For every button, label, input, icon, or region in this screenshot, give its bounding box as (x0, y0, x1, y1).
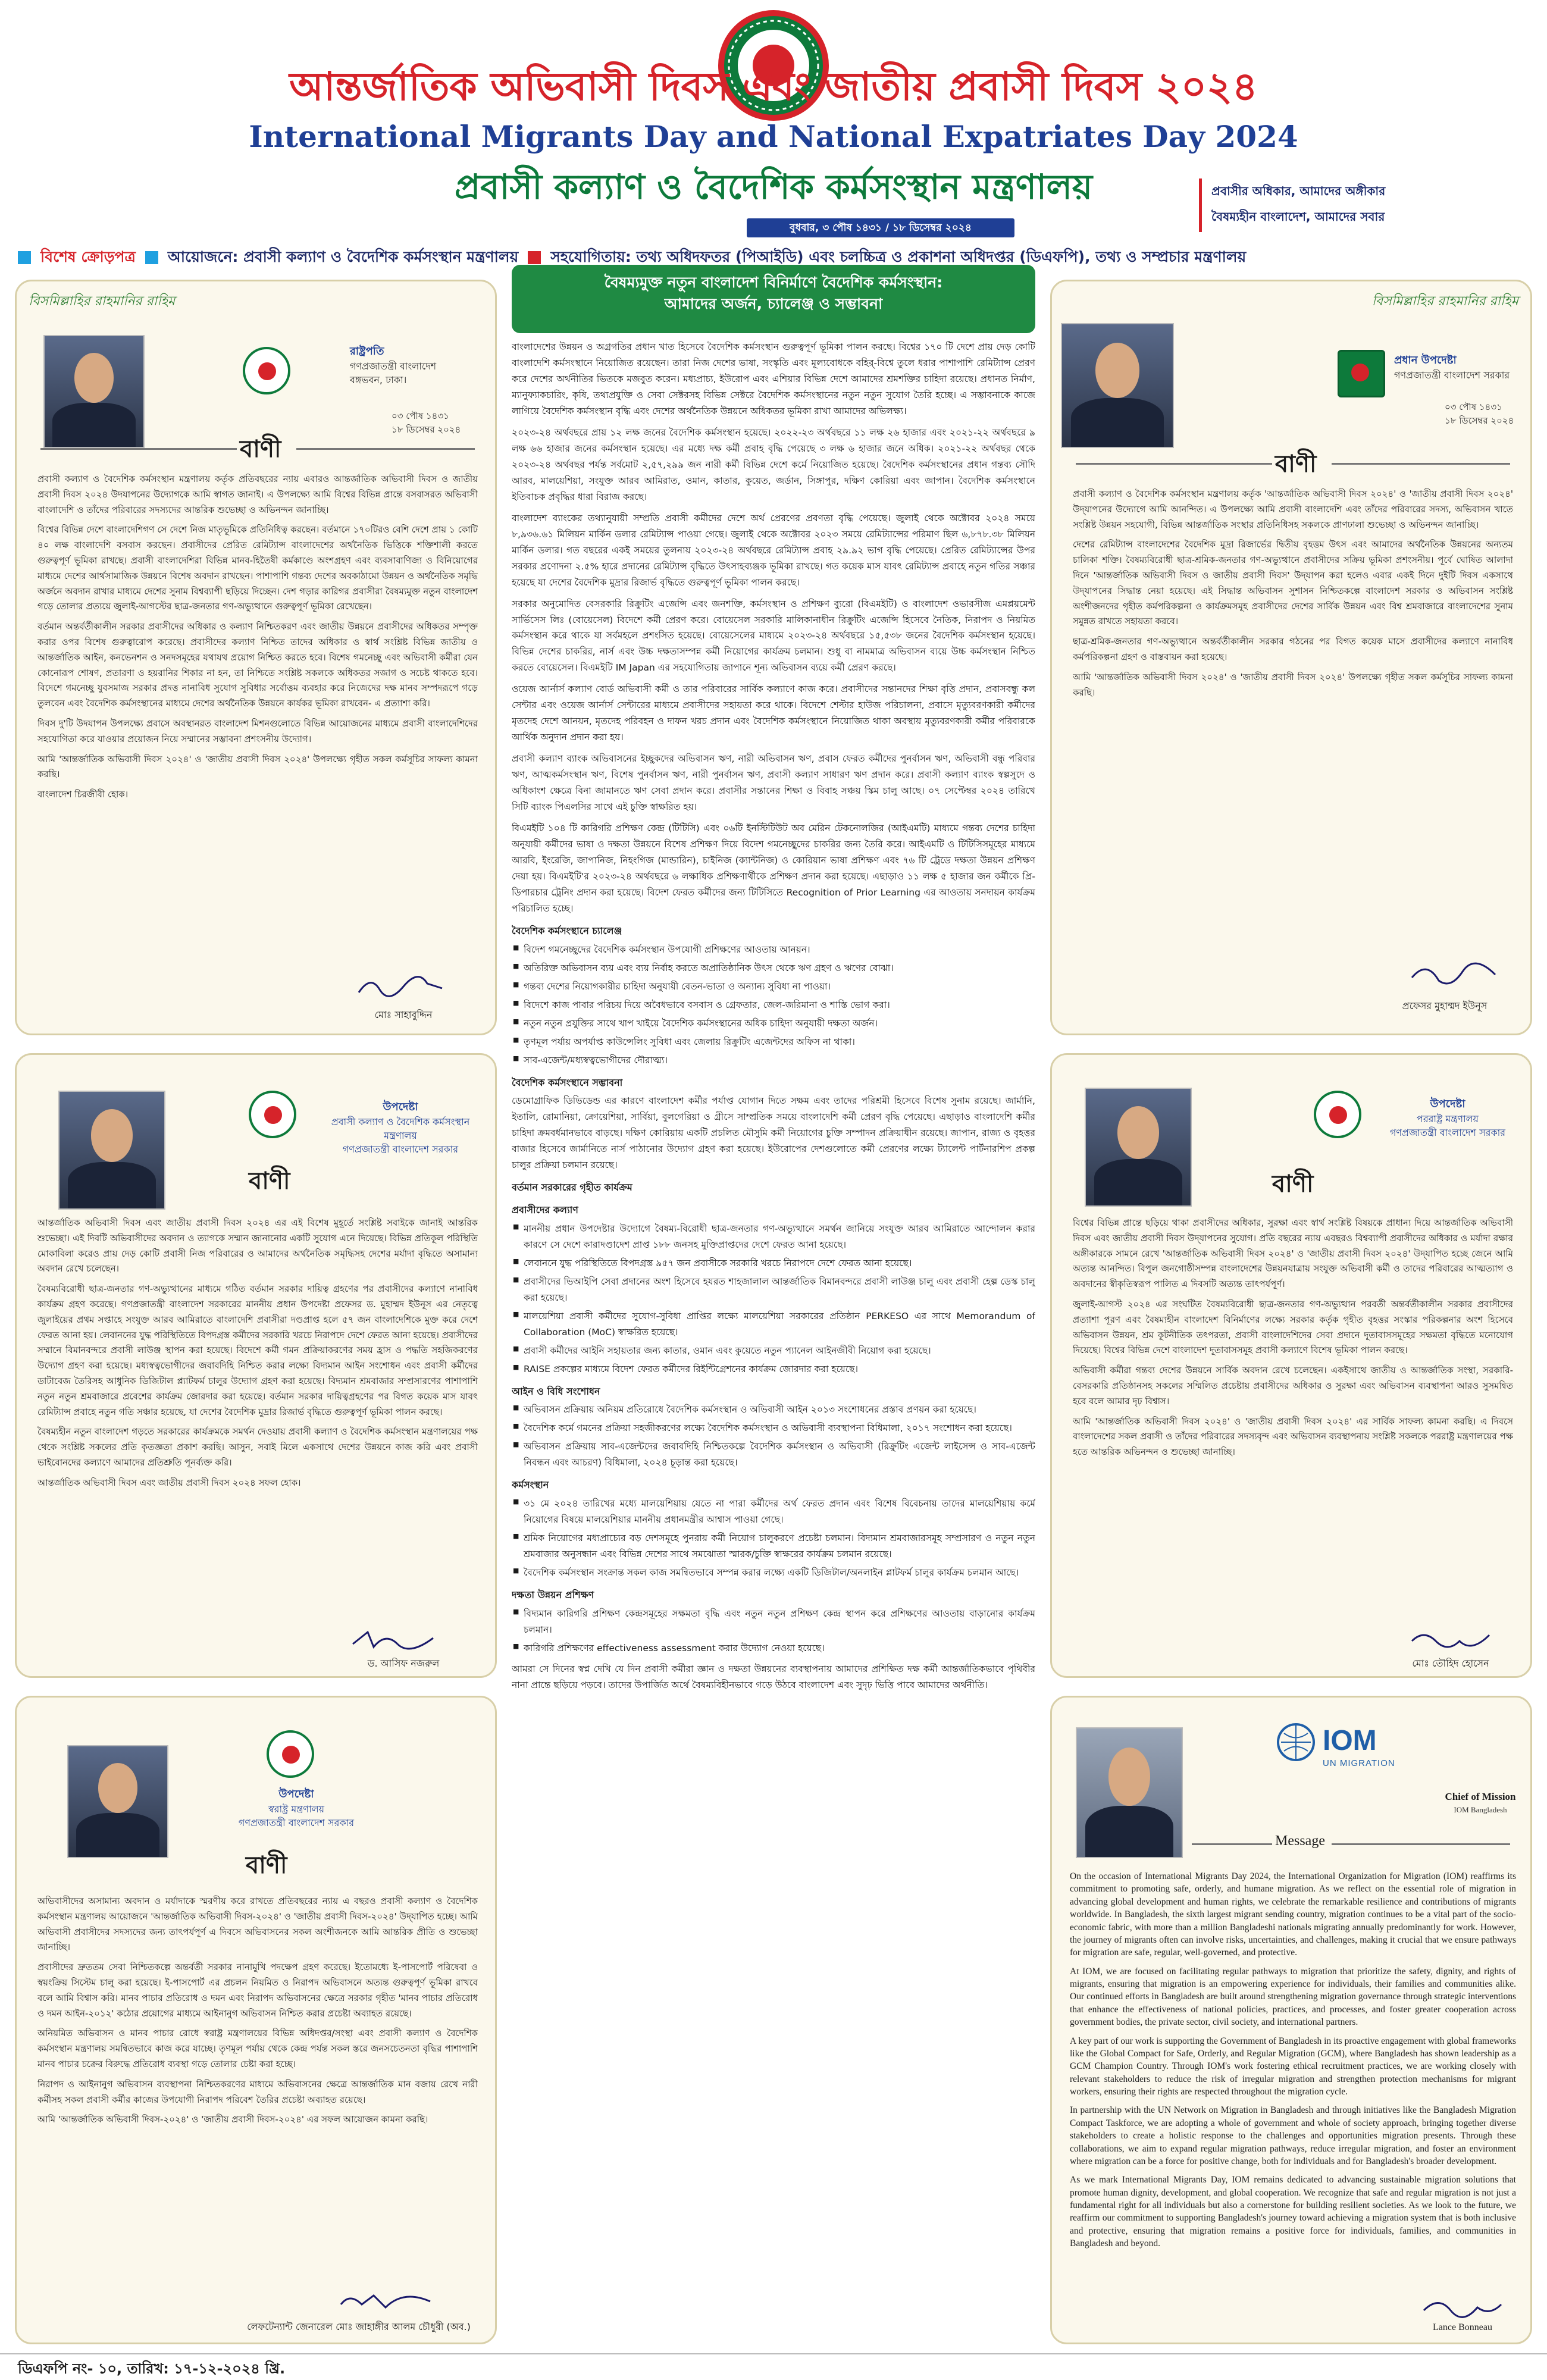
paragraph: In partnership with the UN Network on Migration in Bangladesh and through initiatives like the Bangladesh Migration Compact Taskforce, we are adopting a whole of government and whole of society approach, bringing together diverse stakeholders to create a holistic response to the challenges and opportunities migration presents. Through these collaborations, we aim to expand regular migration pathways, reduce irregular migration, and foster an environment where migration can be a force for positive change, both for individuals and for Bangladesh's broader development. (1070, 2105, 1516, 2166)
bismillah-calligraphy: বিসমিল্লাহির রাহমানির রাহিম (1371, 294, 1518, 309)
list-item: ■ তৃণমূল পর্যায় অপর্যাপ্ত কাউন্সেলিং সুবিধা এবং জেলায় রিক্রুটিং এজেন্টদের অফিস না থাকা। (512, 1034, 1035, 1050)
motto-line-2: বৈষম্যহীন বাংলাদেশ, আমাদের সবার (1211, 209, 1385, 224)
chief-adviser-role (1394, 353, 1510, 382)
government-seal-icon (1314, 1091, 1361, 1138)
signer-name: মোঃ সাহাবুদ্দিন (374, 1009, 433, 1020)
signature (1409, 960, 1498, 995)
list-item: ■ কারিগরি প্রশিক্ষণের effectiveness assessment করার উদ্যোগ নেওয়া হয়েছে। (512, 1640, 1035, 1656)
paragraph: বাংলাদেশ ব্যাংকের তথ্যানুযায়ী সম্প্রতি প্রবাসী কর্মীদের দেশে অর্থ প্রেরণের প্রবণতা বৃদ্ধি পেয়েছে। জুলাই থেকে অক্টোবর ২০২৪ সময়ে ৮,৯৩৬.৬১ মিলিয়ন মার্কিন ডলার রেমিট্যান্স পাওয়া গেছে। জুলাই থেকে অক্টোবর ২০২৩ সময়ে রেমিট্যান্সের পরিমাণ ছিল ৬,৮৭৮.৩৮ মিলিয়ন মার্কিন ডলার। গত বছরের একই সময়ের তুলনায় ২০২৩-২৪ অর্থবছরে রেমিট্যান্স প্রবাহ ২৯.৯২ ভাগ বৃদ্ধি পেয়েছে। প্রেরিত রেমিট্যান্সের উপর সরকার প্রণোদনা ২.৫% হারে প্রদানের রেমিট্যান্স বৃদ্ধিতে উৎসাহব্যঞ্জক ভূমিকা রাখছে। গত কয়েক মাস যাবৎ রেমিট্যান্স প্রবাহে নতুন গতির সঞ্চার হয়েছে যা দেশের বৈদেশিক মুদ্রার রিজার্ভ বৃদ্ধিতে গুরুত্বপূর্ণ ভূমিকা পালন করছে। (512, 512, 1035, 588)
list-item: ■ বিদেশে কাজ পাবার পরিচয় দিয়ে অবৈধভাবে বসবাস ও গ্রেফতার, জেল-জরিমানা ও শাস্তি ভোগ করা। (512, 997, 1035, 1013)
paragraph: আমি 'আন্তর্জাতিক অভিবাসী দিবস ২০২৪' ও 'জাতীয় প্রবাসী দিবস ২০২৪' উপলক্ষ্যে গৃহীত সকল কর্মসূচির সাফল্য কামনা করছি। (37, 753, 478, 780)
paragraph: নিরাপদ ও আইনানুগ অভিবাসন ব্যবস্থাপনা নিশ্চিতকরণের মাধ্যমে অভিবাসনের ক্ষেত্রে আন্তর্জাতিক মান বজায় রেখে নারী কর্মীসহ সকল প্রবাসী কর্মীর কাজের উপযোগী নিরাপদ পরিবেশ তৈরির প্রচেষ্টা অব্যাহত রয়েছে। (37, 2078, 478, 2105)
portrait-face (98, 1763, 137, 1813)
page-header (0, 0, 1547, 298)
paragraph: বিশ্বের বিভিন্ন প্রান্তে ছড়িয়ে থাকা প্রবাসীদের অধিকার, সুরক্ষা এবং স্বার্থ সংশ্লিষ্ট বিষয়কে প্রাধান্য দিয়ে আন্তর্জাতিক অভিবাসী দিবস এবং জাতীয় প্রবাসী দিবস উদ্‌যাপনের সুযোগ। প্রতি বছরের ন্যায় এবছরও বিশ্বব্যাপী প্রবাসীদের অধিকার ও মর্যাদা রক্ষার অঙ্গীকারকে সামনে রেখে 'আন্তর্জাতিক অভিবাসী দিবস ২০২৪' ও 'জাতীয় প্রবাসী দিবস ২০২৪' উদ্‌যাপিত হচ্ছে জেনে আমি অত্যন্ত আনন্দিত। বিপুল জনগোষ্ঠীসম্পন্ন বাংলাদেশের উন্নয়নযাত্রায় সংযুক্ত অভিবাসী কর্মী ও তাদের পরিবারের আত্মত্যাগ ও অবদানের স্বীকৃতিস্বরূপ পালিত এ দিবসটি অত্যন্ত তাৎপর্যপূর্ণ। (1073, 1217, 1513, 1290)
employment-list (512, 1496, 1035, 1581)
page-footer (0, 2353, 1547, 2380)
government-seal-icon (267, 1730, 314, 1778)
training-list (512, 1606, 1035, 1656)
list-item: ■ বৈদেশিক কর্মে গমনের প্রক্রিয়া সহজীকরণের লক্ষ্যে বৈদেশিক কর্মসংস্থান ও অভিবাসী ব্যবস্থাপনা বিধিমালা, ২০১৭ সংশোধন করা হয়েছে। (512, 1420, 1035, 1436)
list-item: ■ অভিবাসন প্রক্রিয়ায় সাব-এজেন্টদের জবাবদিহি নিশ্চিতকল্পে বৈদেশিক কর্মসংস্থান ও অভিবাসী (রিক্রুটিং এজেন্ট লাইসেন্স ও সাব-এজেন্ট নিবন্ধন এবং আচরণ) বিধিমালা, ২০২৪ চূড়ান্ত করা হয়েছে। (512, 1439, 1035, 1471)
section-heading: দক্ষতা উন্নয়ন প্রশিক্ষণ (512, 1589, 594, 1601)
paragraph: As we mark International Migrants Day, IOM remains dedicated to advancing sustainable migration solutions that promote human dignity, development, and global cooperation. We recognize that safe and regular migration is not just a fundamental right for all individuals but also a cornerstone for building resilient societies. As we look to the future, we reaffirm our commitment to supporting Bangladesh's journey toward achieving a migration system that is both inclusive and protective, ensuring that migration remains a positive force for individuals, families, and communities in Bangladesh and beyond. (1070, 2175, 1516, 2249)
adviser-message-body (1073, 1216, 1513, 1626)
role-sub-1: পররাষ্ট্র মন্ত্রণালয় (1416, 1113, 1479, 1125)
message-heading: Message (1275, 1833, 1325, 1849)
paragraph: বিশ্বের বিভিন্ন দেশে বাংলাদেশিগণ সে দেশে নিজ মাতৃভূমিকে প্রতিনিধিত্ব করছেন। বর্তমানে ১৭০টিরও বেশি দেশে প্রায় ১ কোটি ৪০ লক্ষ বাংলাদেশি বসবাস করছেন। প্রবাসীদের প্রেরিত রেমিট্যান্স বাংলাদেশের অর্থনৈতিক ভিত্তিকে শক্তিশালী করতে গুরুত্বপূর্ণ ভূমিকা রাখছে। প্রবাসী বাংলাদেশিরা বিভিন্ন মানব-হিতৈষী কর্মকাণ্ডে অংশগ্রহণ এবং ব্যবসাবাণিজ্য ও বিনিয়োগের মাধ্যমে দেশের আর্থসামাজিক উন্নয়নে বিশেষ অবদান রাখছেন। পাশাপাশি গন্তব্য দেশের অবকাঠামো উন্নয়ন ও অর্থনৈতিক সমৃদ্ধি অর্জনে অবদান রাখার মাধ্যমে দেশের সুনাম বিশ্বব্যাপী ছড়িয়ে দিচ্ছেন। দেশ গড়ার কারিগর প্রবাসীরা বৈষম্যমুক্ত নতুন বাংলাদেশ গড়ে তোলার প্রত্যয়ে জুলাই-আগস্টের ছাত্র-জনতার গণ-অভ্যুত্থানে গুরুত্বপূর্ণ ভূমিকা রেখেছেন। (37, 524, 478, 612)
portrait-suit (68, 1162, 156, 1208)
list-item: ■ শ্রমিক নিয়োগের মধ্যপ্রাচ্যের বড় দেশসমূহে পুনরায় কর্মী নিয়োগ চালুকরণে প্রচেষ্টা চলমান। বিদ্যমান শ্রমবাজারসমূহ সম্প্রসারণ ও নতুন নতুন শ্রমবাজার অনুসন্ধান এবং বিভিন্ন দেশের সাথে সমঝোতা স্মারক/চুক্তি স্বাক্ষরের কার্যক্রম চলমান রয়েছে। (512, 1530, 1035, 1562)
iom-wordmark: IOM (1323, 1725, 1377, 1756)
role-sub-2: গণপ্রজাতন্ত্রী বাংলাদেশ সরকার (342, 1144, 459, 1155)
portrait-suit (52, 403, 135, 447)
paragraph: ডেমোগ্রাফিক ডিভিডেন্ড এর কারণে বাংলাদেশ কর্মীর পর্যাপ্ত যোগান দিতে সক্ষম এবং তাদের পরিশ্রমী হিসেবে বিশেষ সুনাম রয়েছে। জার্মানি, ইতালি, রোমানিয়া, ক্রোয়েশিয়া, সার্বিয়া, বুলগেরিয়া ও গ্রীসে সাম্প্রতিক সময়ে বাংলাদেশি কর্মী প্রেরণ বৃদ্ধি পেয়েছে। এছাড়াও বাংলাদেশি কর্মীর চাহিদা ক্রমবর্ধমানভাবে বাড়ছে। দক্ষিণ কোরিয়ায় একটি প্রচলিত মৌসুমি কর্মী নিয়োগের চুক্তি সম্পাদন প্রক্রিয়াধীন রয়েছে। জাপান, রাজ্য ও বৃহত্তর বাজার হিসেবে জার্মানিতে নার্স পাঠানোর উদ্যোগ গ্রহণ করা হয়েছে। ইউরোপের দেশগুলোতে কর্মী প্রেরণের লক্ষ্যে ট্যালেন্ট পার্টনারশিপ প্রকল্প চালুর প্রক্রিয়া চলমান রয়েছে। (512, 1095, 1035, 1171)
iom-chief-photo (1076, 1727, 1183, 1858)
cooperation-label: সহযোগিতায়: তথ্য অধিদফতর (পিআইডি) এবং চলচ্চিত্র ও প্রকাশনা অধিদপ্তর (ডিএফপি), তথ্য ও সম্প্রচার মন্ত্রণালয় (550, 248, 1247, 265)
chief-adviser-message-body (1073, 487, 1513, 939)
list-item: ■ গন্তব্য দেশের নিয়োগকারীর চাহিদা অনুযায়ী বেতন-ভাতা ও অন্যান্য সুবিধা না পাওয়া। (512, 979, 1035, 995)
list-item: ■ বৈদেশিক কর্মসংস্থান সংক্রান্ত সকল কাজ সমন্বিতভাবে সম্পন্ন করার লক্ষ্যে একটি ডিজিটাল/অনলাইন প্লাটফর্ম চালুর কার্যক্রম চলমান আছে। (512, 1565, 1035, 1581)
adviser-home-affairs-message-card (15, 1696, 497, 2344)
list-item: ■ প্রবাসী কর্মীদের আইনি সহায়তার জন্য কাতার, ওমান এবং কুয়েতে নতুন প্যানেল আইনজীবী নিয়োগ করা হয়েছে। (512, 1343, 1035, 1359)
role-title: উপদেষ্টা (383, 1101, 418, 1113)
role-title: রাষ্ট্রপতি (350, 345, 384, 358)
portrait-face (74, 353, 114, 403)
iom-message-body (1070, 1870, 1516, 2287)
divider (1192, 1843, 1272, 1845)
iom-tagline: UN MIGRATION (1323, 1758, 1395, 1768)
paragraph: A key part of our work is supporting the Government of Bangladesh in its proactive engagement with global frameworks like the Global Compact for Safe, Orderly, and Regular Migration (GCM), where Bangladesh has shown leadership as a GCM Champion Country. Through IOM's work fostering ethical recruitment practices, we are working closely with relevant stakeholders to reduce the risk of irregular migration and strengthen protection mechanisms for migrant workers, ensuring their rights are respected throughout the migration cycle. (1070, 2035, 1516, 2097)
paragraph: আমি 'আন্তর্জাতিক অভিবাসী দিবস ২০২৪' ও 'জাতীয় প্রবাসী দিবস ২০২৪' উপলক্ষ্যে গৃহীত সকল কর্মসূচির সাফল্য কামনা করছি। (1073, 671, 1513, 698)
role-title: উপদেষ্টা (278, 1788, 314, 1800)
signature (338, 2287, 433, 2319)
role-title: উপদেষ্টা (1430, 1098, 1465, 1110)
list-item: ■ সাব-এজেন্ট/মধ্যস্বত্বভোগীদের দৌরাত্ম্য। (512, 1053, 1035, 1069)
section-heading: বৈদেশিক কর্মসংস্থানে সম্ভাবনা (512, 1076, 623, 1088)
paragraph: আন্তর্জাতিক অভিবাসী দিবস এবং জাতীয় প্রবাসী দিবস ২০২৪ এর এই বিশেষ মুহূর্তে সংশ্লিষ্ট সবাইকে জানাই আন্তরিক শুভেচ্ছা। এই দিবটি অভিবাসীদের অবদান ও ত্যাগকে সম্মান জানানোর একটি সুযোগ এনে দিয়েছে। বিভিন্ন প্রতিকূল পরিস্থিতি মোকাবিলা করেও প্রায় দেড় কোটি প্রবাসী নিজ পরিবারের ও আমাদের অর্থনৈতিক সমৃদ্ধিসহ দেশের মর্যাদা বৃদ্ধিতে অসামান্য অবদান রেখে চলেছেন। (37, 1217, 478, 1274)
role-sub-2: বঙ্গভবন, ঢাকা। (350, 374, 407, 386)
ministry-title: প্রবাসী কল্যাণ ও বৈদেশিক কর্মসংস্থান মন্ত্রণালয় (454, 167, 1093, 207)
adviser-expat-welfare-message-card (15, 1053, 497, 1678)
divider (1076, 463, 1272, 465)
divider (40, 448, 237, 450)
president-photo (43, 335, 145, 448)
role-sub-2: গণপ্রজাতন্ত্রী বাংলাদেশ সরকার (1389, 1127, 1506, 1139)
paragraph: অভিবাসীদের অসামান্য অবদান ও মর্যাদাকে স্মরণীয় করে রাখতে প্রতিবছরের ন্যায় এ বছরও প্রবাসী কল্যাণ ও বৈদেশিক কর্মসংস্থান মন্ত্রণালয় আয়োজনে 'আন্তর্জাতিক অভিবাসী দিবস-২০২৪' ও 'জাতীয় প্রবাসী দিবস-২০২৪' উদ্‌যাপিত হচ্ছে। আমি অভিবাসী প্রবাসীদের সদস্যদের জন্য তাৎপর্যপূর্ণ এ দিবসে অভিবাসনের সকল অংশীজনকে আমি আন্তরিক প্রীতি ও শুভেচ্ছা জানাচ্ছি। (37, 1896, 478, 1953)
list-item: ■ প্রবাসীদের ভিআইপি সেবা প্রদানের অংশ হিসেবে হযরত শাহজালাল আন্তর্জাতিক বিমানবন্দরে প্রবাসী লাউঞ্জ চালু এবং প্রবাসী হেল্প ডেস্ক চালু করা হয়েছে। (512, 1274, 1035, 1306)
iom-logo-icon (1275, 1721, 1317, 1763)
article-body (512, 339, 1035, 2297)
adviser-photo (1085, 1088, 1192, 1207)
bangabhaban-seal-icon (243, 347, 290, 394)
message-heading: বাণী (1272, 1170, 1314, 1198)
role-sub-1: স্বরাষ্ট্র মন্ত্রণালয় (268, 1803, 325, 1815)
signer-name: ড. আসিফ নজরুল (367, 1658, 440, 1669)
paragraph: ওয়েজ আর্নার্স কল্যাণ বোর্ড অভিবাসী কর্মী ও তার পরিবারের সার্বিক কল্যাণে কাজ করে। প্রবাসীদের সন্তানদের শিক্ষা বৃত্তি প্রদান, প্রবাসবন্ধু কল সেন্টার এবং ওয়েজ আর্নার্স সেন্টারের মাধ্যমে প্রবাসীদের সহায়তা করে থাকে। বিদেশে শেল্টার হাউজ পরিচালনা, প্রবাসে মৃত্যুবরণকারী কর্মীদের মৃতদেহ দেশে আনয়ন, মৃতদেহ পরিবহন ও দাফন খরচ প্রদান এবং বৈদেশিক কর্মসংস্থানে নিয়োজিত থাকা অবস্থায় মৃত্যুবরণকারী কর্মীর পরিবারকে আর্থিক অনুদান প্রদান করা হয়। (512, 684, 1035, 743)
portrait-suit (76, 1813, 159, 1857)
paragraph: বাংলাদেশের উন্নয়ন ও অগ্রগতির প্রধান খাত হিসেবে বৈদেশিক কর্মসংস্থান গুরুত্বপূর্ণ ভূমিকা পালন করছে। বিশ্বের ১৭০ টি দেশে প্রায় দেড় কোটি বাংলাদেশি কর্মসংস্থানে নিয়োজিত রয়েছেন। তারা নিজ দেশের ভাষা, সংস্কৃতি এবং মূল্যবোধকে বহির্-বিশ্বে তুলে ধরার পাশাপাশি রেমিট্যান্স প্রেরণ করে দেশের অর্থনীতির ভিতকে মজবুত করেন। মধ্যপ্রাচ্য, ইউরোপ এবং এশিয়ার বিভিন্ন দেশে আমাদের শ্রমশক্তির চাহিদা রয়েছে। প্রধানত নির্মাণ, ম্যানুফ্যাকচারিং, কৃষি, তথ্যপ্রযুক্তি ও সেবা সেক্টরসহ বিভিন্ন সেক্টরে বৈদেশিক কর্মসংস্থানের নতুন নতুন সুযোগ তৈরি হচ্ছে। এ সম্ভাবনাকে কাজে লাগিয়ে বৈদেশিক কর্মসংস্থান বৃদ্ধি এবং দেশের অর্থনৈতিক উন্নয়নে অধিকতর ভূমিকা রাখা আমাদের অভিলক্ষ্য। (512, 342, 1035, 416)
signer-name: মোঃ তৌহিদ হোসেন (1412, 1658, 1489, 1669)
bangladesh-flag-icon (1338, 350, 1385, 397)
paragraph: On the occasion of International Migrants Day 2024, the International Organization for Migration (IOM) reaffirms its commitment to promoting safe, orderly, and humane migration. As we reflect on the essential role of migration in advancing global development and human rights, we celebrate the remarkable resilience and contributions of migrants worldwide. In Bangladesh, the sixth largest migrant sending country, migration continues to be a vital part of the socio-economic fabric, with more than a million Bangladeshi nationals migrating annually predominantly for work. However, the journey of migrants often can involve risks, uncertainties, and challenges, making it crucial that we ensure pathways for migration are safe, regular, well-governed, and protective. (1070, 1871, 1516, 1958)
adviser-foreign-affairs-message-card (1050, 1053, 1532, 1678)
chief-adviser-message-card (1050, 280, 1532, 1035)
bismillah-calligraphy: বিসমিল্লাহির রাহমানির রাহিম (29, 294, 176, 309)
adviser-photo (67, 1745, 168, 1858)
paragraph: প্রবাসী কল্যাণ ব্যাংক অভিবাসনের ইচ্ছুকদের অভিবাসন ঋণ, নারী অভিবাসন ঋণ, প্রবাস ফেরত কর্মীদের পুনর্বাসন ঋণ, অভিবাসী বন্ধু পরিবার ঋণ, আত্মকর্মসংস্থান ঋণ, বিশেষ পুনর্বাসন ঋণ, নারী পুনর্বাসন ঋণ, প্রবাসী কল্যাণ সাধারণ ঋণ প্রদান করে। প্রবাসী কল্যাণ ব্যাংক স্বল্পসুদে ও অধিকাংশ ক্ষেত্রে বিনা জামানতে ঋণ সেবা প্রদান করে। প্রবাসীর সন্তানের শিক্ষা ও বিবাহ সঞ্চয় স্কিম চালু আছে। ০৭ সেপ্টেম্বর ২০২৪ তারিখে সিটি ব্যাংক পিএলসির সাথে এই চুক্তি স্বাক্ষরিত হয়। (512, 753, 1035, 813)
president-message-body (37, 472, 478, 960)
paragraph: সরকার অনুমোদিত বেসরকারি রিক্রুটিং এজেন্সি এবং জনশক্তি, কর্মসংস্থান ও প্রশিক্ষণ ব্যুরো (বিএমইটি) ও বাংলাদেশ ওভারসীজ এমপ্লয়মেন্ট সার্ভিসেস লিঃ (বোয়েসেল) বিদেশে কর্মী প্রেরণ করে। বোয়েসেল সরকারি মালিকানাধীন রিক্রুটিং এজেন্সি হিসেবে নৈতিক, নিরাপদ ও নিয়মিত কর্মসংস্থান করে থাকে যা সর্বমহলে প্রশংসিত হয়েছে। বোয়েসেলের মাধ্যমে ২০২৩-২৪ অর্থবছরে ১৫,৫৩৮ জনের বৈদেশিক কর্মসংস্থান হয়েছে। বিভিন্ন দেশের চাকরির, নার্স এবং উচ্চ দক্ষতাসম্পন্ন কর্মী নিয়োগের কার্যক্রম চলমান। শুধু বা নামমাত্র অভিবাসন ব্যয়ে উচ্চ কর্মসংস্থান নিশ্চিত করতে বোয়েসেল। বিএমইটি IM Japan এর সহযোগিতায় জাপানে শূন্য অভিবাসন ব্যয়ে কর্মী প্রেরণ করছে। (512, 598, 1035, 674)
organizer-label: আয়োজনে: প্রবাসী কল্যাণ ও বৈদেশিক কর্মসংস্থান মন্ত্রণালয় (167, 248, 519, 265)
message-heading: বাণী (246, 1852, 287, 1879)
welfare-list (512, 1221, 1035, 1377)
divider (1332, 1843, 1510, 1845)
square-bullet-icon (528, 251, 541, 264)
article-title-line-1: বৈষম্যমুক্ত নতুন বাংলাদেশ বিনির্মাণে বৈদেশিক কর্মসংস্থান: (604, 274, 943, 291)
paragraph: বৈষম্যহীন নতুন বাংলাদেশ গড়তে সরকারের কার্যক্রমকে সমর্থন দেওয়ায় প্রবাসী কল্যাণ ও বৈদেশিক কর্মসংস্থান মন্ত্রণালয়ের পক্ষ থেকে সংশ্লিষ্ট সকলের প্রতি কৃতজ্ঞতা প্রকাশ করছি। আসুন, সবাই মিলে একসাথে দেশের উন্নয়নে কাজ করি এবং প্রবাসী ভাইবোনদের কল্যাণে আমাদের প্রতিশ্রুতি পূনর্ব্যক্ত করি। (37, 1426, 478, 1468)
paragraph: আমি 'আন্তর্জাতিক অভিবাসী দিবস ২০২৪' ও 'জাতীয় প্রবাসী দিবস ২০২৪' এর সার্বিক সাফল্য কামনা করছি। এ দিবসে বাংলাদেশের সকল প্রবাসী ও তাঁদের পরিবারের সদস্যবৃন্দ এবং অভিবাসন ব্যবস্থাপনায় সংশ্লিষ্ট সকলকে পররাষ্ট্র মন্ত্রণালয়ের পক্ষ হতে আন্তরিক অভিনন্দন ও শুভেচ্ছা জানাচ্ছি। (1073, 1416, 1513, 1458)
page-title-english: International Migrants Day and National Expatriates Day 2024 (249, 119, 1298, 154)
signature (356, 972, 445, 1007)
list-item: ■ লেবাননে যুদ্ধ পরিস্থিতিতে বিপদগ্রস্ত ৯৫৭ জন প্রবাসীকে সরকারি খরচে নিরাপদে দেশে ফেরত আনা হয়েছে। (512, 1255, 1035, 1272)
paragraph: দেশের রেমিট্যান্স বাংলাদেশের বৈদেশিক মুদ্রা রিজার্ভের দ্বিতীয় বৃহত্তম উৎস এবং আমাদের অর্থনৈতিক উন্নয়নের অন্যতম চালিকা শক্তি। বৈষম্যবিরোধী ছাত্র-শ্রমিক-জনতার গণ-অভ্যুত্থানে প্রবাসীদের সক্রিয় ভূমিকা প্রশংসনীয়। পূর্বে ঘোষিত আলাদা দিনে 'আন্তর্জাতিক অভিবাসী দিবস ও জাতীয় প্রবাসী দিবস' উদ্‌যাপন করা হলেও এবার একই দিনে দুইটি দিবস একসাথে উদ্‌যাপনের সিদ্ধান্ত নেয়া হয়েছে। এই সিদ্ধান্ত অভিবাসন সুশাসন নিশ্চিতকল্পে বাংলাদেশ সরকার ও অভিবাসন সংশ্লিষ্ট অংশীজনদের গৃহীত কর্মপরিকল্পনা ও কার্যক্রমসমূহ প্রবাসীদের দেশের সার্বিক উন্নয়ন এবং বিশ্ব শ্রমবাজারে বাংলাদেশের সুনাম সমুন্নত রাখতে সহায়তা করবে। (1073, 539, 1513, 627)
role-sub-1: IOM Bangladesh (1454, 1805, 1507, 1814)
signer-name: লেফটেন্যান্ট জেনারেল মোঃ জাহাঙ্গীর আলম চৌধুরী (অব.) (247, 2321, 471, 2332)
iom-role (1436, 1790, 1525, 1815)
paragraph: At IOM, we are focused on facilitating regular pathways to migration that prioritize the safety, dignity, and rights of migrants, ensuring that migration is an empowering experience for individuals, their families and communities alike. Our continued efforts in Bangladesh are built around strengthening migration governance through strategic interventions that enhance the effectiveness of national policies, practices, and processes, and foster greater cooperation across government bodies, the private sector, civil society, and international partners. (1070, 1966, 1516, 2028)
portrait-face (1095, 343, 1139, 398)
portrait-suit (1085, 1806, 1173, 1857)
publication-date: বুধবার, ৩ পৌষ ১৪৩১ / ১৮ ডিসেম্বর ২০২৪ (747, 218, 1014, 237)
adviser-message-body (37, 1216, 478, 1626)
list-item: ■ বিদেশ গমনেচ্ছুদের বৈদেশিক কর্মসংস্থান উপযোগী প্রশিক্ষণের আওতায় আনয়ন। (512, 942, 1035, 958)
paragraph: প্রবাসীদের দ্রুততম সেবা নিশ্চিতকল্পে অন্তর্বর্তী সরকার নানামুখি পদক্ষেপ গ্রহণ করেছে। ইতোমধ্যে ই-পাসপোর্ট পরিষেবা ও স্বয়ংক্রিয় সিস্টেম চালু করা হয়েছে। ই-পাসপোর্ট এর প্রচলন নিয়মিত ও নিরাপদ অভিবাসনে অত্যন্ত গুরুত্বপূর্ণ ভূমিকা রাখবে বলে আমি বিশ্বাস করি। মানব পাচার প্রতিরোধ ও দমন এবং নিরাপদ অভিবাসনের ক্ষেত্রে সরকার গৃহীত 'মানব পাচার প্রতিরোধ ও দমন আইন-২০১২' কঠোর প্রয়োগের মাধ্যমে আইনানুগ অভিবাসন নিশ্চিত করার প্রচেষ্টা অব্যাহত রয়েছে। (37, 1962, 478, 2019)
article-title-line-2: আমাদের অর্জন, চ্যালেঞ্জ ও সম্ভাবনা (664, 295, 883, 313)
paragraph: বর্তমান অন্তর্বর্তীকালীন সরকার প্রবাসীদের অধিকার ও কল্যাণ নিশ্চিতকরণ এবং জাতীয় উন্নয়নে প্রবাসীদের অধিকতর সম্পৃক্ত করার ওপর বিশেষ গুরুত্বারোপ করেছে। প্রবাসীদের কল্যাণ নিশ্চিত তাদের অধিকার ও স্বার্থ সংশ্লিষ্ট বিভিন্ন জাতীয় ও আন্তর্জাতিক আইন, কনভেনশন ও সনদসমূহের যথাযথ প্রয়োগ নিশ্চিত করতে হবে। বিশেষ গমনেচ্ছু এবং অভিবাসী কর্মীরা যেন কোনোরূপ শোষণ, প্রতারণা ও হয়রানির শিকার না হন, তা নিশ্চিতে সংশ্লিষ্ট সকলকে অধিকতর সজাগ ও সচেষ্ট থাকতে হবে। বিদেশে গমনেচ্ছু যুবসমাজ সরকার প্রদত্ত নানাবিধ সুযোগ সুবিধার সর্বোত্তম ব্যবহার করে নিজেদের দক্ষ মানব সম্পদরূপে গড়ে তুলবেন এবং বৈদেশিক কর্মসংস্থানের মাধ্যমে দেশের অর্থনৈতিক উন্নয়নে কার্যকর ভূমিকা রাখবেন- এ প্রত্যাশা করি। (37, 621, 478, 709)
adviser-message-body (37, 1894, 478, 2281)
government-seal-icon (249, 1091, 296, 1138)
list-item: ■ বিদ্যমান কারিগরি প্রশিক্ষণ কেন্দ্রসমূহের সক্ষমতা বৃদ্ধি এবং নতুন নতুন প্রশিক্ষণ কেন্দ্র স্থাপন করে প্রশিক্ষণের আওতায় বাড়ানোর কার্যক্রম চলমান। (512, 1606, 1035, 1638)
section-heading: বৈদেশিক কর্মসংস্থানে চ্যালেঞ্জ (512, 925, 622, 937)
special-supplement-label: বিশেষ ক্রোড়পত্র (40, 248, 136, 265)
role-sub-2: গণপ্রজাতন্ত্রী বাংলাদেশ সরকার (238, 1817, 355, 1829)
portrait-suit (1071, 398, 1164, 447)
motto-line-1: প্রবাসীর অধিকার, আমাদের অঙ্গীকার (1211, 184, 1386, 198)
date-bangla: ০৩ পৌষ ১৪৩১ (1445, 402, 1502, 412)
motto-box (1199, 178, 1538, 232)
adviser-role (314, 1100, 487, 1157)
list-item: ■ মাননীয় প্রধান উপদেষ্টার উদ্যোগে বৈষম্য-বিরোধী ছাত্র-জনতার গণ-অভ্যুত্থানে সমর্থন জানিয়ে সংযুক্ত আরব আমিরাতে আন্দোলন করার কারণে সে দেশে কারাদণ্ডাদেশ প্রাপ্ত ১৮৮ জনসহ মুক্তিপ্রাপ্তদের দেশে ফেরত আনা হয়েছে। (512, 1221, 1035, 1253)
page-title-bangla: আন্তর্জাতিক অভিবাসী দিবস এবং জাতীয় প্রবাসী দিবস ২০২৪ (289, 64, 1258, 109)
section-heading: কর্মসংস্থান (512, 1479, 549, 1491)
paragraph: আমি 'আন্তর্জাতিক অভিবাসী দিবস-২০২৪' ও 'জাতীয় প্রবাসী দিবস-২০২৪' এর সফল আয়োজন কামনা করছি। (37, 2114, 428, 2125)
center-article (512, 265, 1035, 2294)
role-sub-1: গণপ্রজাতন্ত্রী বাংলাদেশ সরকার (1394, 369, 1510, 381)
role-sub-1: গণপ্রজাতন্ত্রী বাংলাদেশ (350, 361, 437, 372)
list-item: ■ মালয়েশিয়া প্রবাসী কর্মীদের সুযোগ-সুবিধা প্রাপ্তির লক্ষ্যে মালয়েশিয়া সরকারের প্রতিষ্ঠান PERKESO এর সাথে Memorandum of Collaboration (MoC) স্বাক্ষরিত হয়েছে। (512, 1308, 1035, 1341)
chief-adviser-photo (1061, 323, 1174, 448)
date-bangla: ০৩ পৌষ ১৪৩১ (392, 411, 449, 421)
paragraph: অভিবাসী কর্মীরা গন্তব্য দেশের উন্নয়নে সার্বিক অবদান রেখে চলেছেন। একইসাথে জাতীয় ও আন্তর্জাতিক সংস্থা, সরকারি-বেসরকারি প্রতিষ্ঠানসহ সকলের সম্মিলিত প্রচেষ্টায় প্রবাসীদের অধিকার ও সুরক্ষা এবং অভিবাসন ব্যবস্থাপনা আরও সুসমন্বিত হবে বলে আমার দৃঢ় বিশ্বাস। (1073, 1365, 1513, 1407)
date-gregorian: ১৮ ডিসেম্বর ২০২৪ (392, 424, 461, 435)
portrait-face (1117, 1106, 1159, 1158)
list-item: ■ ৩১ মে ২০২৪ তারিখের মধ্যে মালয়েশিয়ায় যেতে না পারা কর্মীদের অর্থ ফেরত প্রদান এবং বিশেষ বিবেচনায় তাদের মালয়েশিয়ায় কর্মে নিয়োগের বিষয়ে মালয়েশিয়ার মাননীয় প্রধানমন্ত্রীর আশ্বাস পাওয়া গেছে। (512, 1496, 1035, 1528)
paragraph: অনিয়মিত অভিবাসন ও মানব পাচার রোধে স্বরাষ্ট্র মন্ত্রণালয়ের বিভিন্ন অধিদপ্তর/সংস্থা এবং প্রবাসী কল্যাণ ও বৈদেশিক কর্মসংস্থান মন্ত্রণালয় সমন্বিতভাবে কাজ করে যাচ্ছে। তৃণমূল পর্যায় থেকে কেন্দ্র পর্যন্ত সকল স্তরে জনসচেতনতা বৃদ্ধির পাশাপাশি মানব পাচার চক্রের বিরুদ্ধে প্রতিরোধ ব্যবস্থা গড়ে তোলার চেষ্টা করা হচ্ছে। (37, 2028, 478, 2069)
paragraph: বৈষম্যবিরোধী ছাত্র-জনতার গণ-অভ্যুত্থানের মাধ্যমে গঠিত বর্তমান সরকার দায়িত্ব গ্রহণের পর প্রবাসীদের কল্যাণে নানাবিধ কার্যক্রম গ্রহণ করেছে। গণপ্রজাতন্ত্রী বাংলাদেশ সরকারের মাননীয় প্রধান উপদেষ্টা প্রফেসর ড. মুহাম্মদ ইউনূস এর নেতৃত্বে জুলাইয়ের প্রথম সপ্তাহে সংযুক্ত আরব আমিরাতে বাংলাদেশি প্রবাসীরা দণ্ডপ্রাপ্ত হলে ৫৭ জন বাংলাদেশিকে মুক্ত করে দেশে ফেরত আনা হয়। লেবাননের যুদ্ধ পরিস্থিতিতে বিপদগ্রস্ত কর্মীদের সরকারি খরচে নিরাপদে দেশে ফেরত আনা হয়েছে। প্রবাসীদের সম্মানে বিমানবন্দরে প্রবাসী লাউঞ্জ স্থাপন করা হয়েছে। বিদেশে কর্মী গমন প্রক্রিয়াকরণের সময় হ্রাস ও পদ্ধতি সহজিকরণের উদ্যোগ গ্রহণ করা হয়েছে। মধ্যস্বত্বভোগীদের জবাবদিহি নিশ্চিত করার লক্ষ্যে বিদ্যমান আইন সংশোধন এবং প্রবাসী কর্মীদের ডাটাবেজ তৈরিসহ আধুনিক ডিজিটাল প্ল্যাটফর্ম চালুর উদ্যোগ গ্রহণ করা হয়েছে। বিদ্যমান শ্রমবাজার সম্প্রসারণের পাশাপাশি নতুন নতুন শ্রমবাজারে প্রবেশের কার্যক্রম জোরদার করা হয়েছে। বর্তমান সরকার দায়িত্বগ্রহণের পর বিগত কয়েক মাস যাবৎ রেমিট্যান্স প্রবাহে নতুন গতি সঞ্চার হয়েছে, যা দেশের বৈদেশিক মুদ্রার রিজার্ভ বৃদ্ধিতে গুরুত্বপূর্ণ ভূমিকা পালন করছে। (37, 1283, 478, 1417)
message-heading: বাণী (240, 436, 281, 463)
divider (296, 448, 475, 450)
iom-message-card (1050, 1696, 1532, 2344)
message-date (392, 409, 461, 436)
list-item: ■ অভিবাসন প্রক্রিয়ায় অনিয়ম প্রতিরোধে বৈদেশিক কর্মসংস্থান ও অভিবাসী আইন ২০১৩ সংশোধনের প্রস্তাব প্রণয়ন করা হয়েছে। (512, 1402, 1035, 1418)
paragraph: বিএমইটি ১০৪ টি কারিগরি প্রশিক্ষণ কেন্দ্র (টিটিসি) এবং ০৬টি ইনস্টিটিউট অব মেরিন টেকনোলজির (আইএমটি) মাধ্যমে গন্তব্য দেশের চাহিদা অনুযায়ী কর্মীদের ভাষা ও দক্ষতা উন্নয়নে বিশেষ প্রশিক্ষণ দিয়ে বিদেশ গমনেচ্ছুদের চাকরির জন্য তৈরি করে। আইএমটি ও টিটিসিসমূহের মাধ্যমে আরবি, ইংরেজি, জাপানিজ, নিহংগিজ (মান্ডারিন), চাইনিজ (ক্যান্টনিজ) ও কোরিয়ান ভাষা প্রশিক্ষণ এবং ৭৬ টি ট্রেডে দক্ষতা উন্নয়ন প্রশিক্ষণ দেয়া হয়। বিএমইটি'র ২০২৩-২৪ অর্থবছরে ৬ লক্ষাধিক প্রশিক্ষণার্থীকে প্রশিক্ষণ প্রদান করা হয়েছে। এছাড়াও ১১ লক্ষ ৫ হাজার জন কর্মীকে প্রি-ডিপারচার ট্রেনিং প্রদান করা হয়েছে। বিদেশ ফেরত কর্মীদের জন্য টিটিসিতে Recognition of Prior Learning এর আওতায় সনদায়ন কার্যক্রম পরিচালিত হচ্ছে। (512, 823, 1035, 914)
square-bullet-icon (145, 251, 158, 264)
portrait-suit (1094, 1159, 1182, 1205)
paragraph: ২০২৩-২৪ অর্থবছরে প্রায় ১২ লক্ষ জনের বৈদেশিক কর্মসংস্থান হয়েছে। ২০২২-২৩ অর্থবছরে ১১ লক্ষ ২৬ হাজার এবং ২০২১-২২ অর্থবছরে ৯ লক্ষ ৬৬ হাজার জনের কর্মসংস্থান হয়েছে। এর মধ্যে দক্ষ কর্মী প্রবাহ বৃদ্ধি পেয়েছে ৩ লক্ষ ৬ হাজার জনে অধিক। ২০২১-২২ অর্থবছর থেকে ২০২৩-২৪ অর্থবছর পর্যন্ত সর্বমোট ২,৫৭,২৯৯ জন নারী কর্মী বিভিন্ন দেশে কর্মে নিয়োজিত হয়েছে। বৈদেশিক কর্মসংস্থানের প্রধান গন্তব্য সৌদি আরব, মালয়েশিয়া, সংযুক্ত আরব আমিরাত, ওমান, কাতার, কুয়েত, জর্ডান, সিঙ্গাপুর, দক্ষিণ কোরিয়া এবং জাপান। বৈদেশিক কর্মসংস্থানে ইতিবাচক প্রবৃদ্ধির ধারা বিরাজ করছে। (512, 427, 1035, 502)
list-item: ■ নতুন নতুন প্রযুক্তির সাথে খাপ খাইয়ে বৈদেশিক কর্মসংস্থানের অধিক চাহিদা অনুযায়ী দক্ষতা অর্জন। (512, 1016, 1035, 1032)
adviser-photo (58, 1091, 165, 1210)
paragraph: প্রবাসী কল্যাণ ও বৈদেশিক কর্মসংস্থান মন্ত্রণালয় কর্তৃক 'আন্তর্জাতিক অভিবাসী দিবস ২০২৪' ও 'জাতীয় প্রবাসী দিবস ২০২৪' উদ্‌যাপনের উদ্যোগে আমি আনন্দিত। এ উপলক্ষ্যে আমি প্রবাসী বাংলাদেশি এবং তাঁদের পরিবারের সদস্য, অভিবাসন খাতে সংশ্লিষ্ট উন্নয়ন সহযোগী, বিভিন্ন আন্তর্জাতিক সংস্থার প্রতিনিধিসহ সকলকে প্রাণঢালা শুভেচ্ছা ও অভিনন্দন জানাচ্ছি। (1073, 488, 1513, 530)
paragraph: ছাত্র-শ্রমিক-জনতার গণ-অভ্যুত্থানে অন্তর্বর্তীকালীন সরকার গঠনের পর বিগত কয়েক মাসে প্রবাসীদের কল্যাণে নানাবিধ কর্মপরিকল্পনা গ্রহণ ও বাস্তবায়ন করা হয়েছে। (1073, 636, 1513, 662)
date-gregorian: ১৮ ডিসেম্বর ২০২৪ (1445, 415, 1514, 426)
divider (1332, 463, 1510, 465)
section-heading: আইন ও বিধি সংশোধন (512, 1385, 600, 1397)
role-title: প্রধান উপদেষ্টা (1394, 354, 1457, 367)
president-message-card (15, 280, 497, 1035)
section-heading: বর্তমান সরকারের গৃহীত কার্যক্রম (512, 1182, 632, 1194)
message-heading: বাণী (1275, 450, 1317, 478)
president-role (350, 344, 436, 387)
signer-name: প্রফেসর মুহাম্মদ ইউনূস (1402, 1000, 1488, 1012)
law-reform-list (512, 1402, 1035, 1471)
square-bullet-icon (18, 251, 31, 264)
paragraph: বাংলাদেশ চিরজীবী হোক। (37, 789, 129, 800)
list-item: ■ RAISE প্রকল্পের মাধ্যমে বিদেশ ফেরত কর্মীদের রিইন্টিগ্রেশনের কার্যক্রম জোরদার করা হয়েছে। (512, 1361, 1035, 1377)
sub-section-heading: প্রবাসীদের কল্যাণ (512, 1204, 578, 1216)
paragraph: আমরা সে দিনের স্বপ্ন দেখি যে দিন প্রবাসী কর্মীরা জ্ঞান ও দক্ষতা উন্নয়নের ব্যবস্থাপনায় আমাদের প্রশিক্ষিত দক্ষ কর্মী আন্তর্জাতিকভাবে পৃথিবীর নানা প্রান্তে ছড়িয়ে পড়বে। তাদের উপার্জিত অর্থে বৈষম্যবিহীনভাবে গড়ে উঠবে বাংলাদেশ এবং সুদৃঢ় ভিত্তি পাবে আমাদের অর্থনীতি। (512, 1663, 1035, 1690)
adviser-role (1373, 1097, 1522, 1139)
message-date (1445, 400, 1514, 427)
signer-name: Lance Bonneau (1433, 2322, 1492, 2332)
portrait-face (91, 1109, 133, 1161)
message-heading: বাণী (249, 1167, 290, 1195)
portrait-face (1108, 1748, 1150, 1805)
list-item: ■ অতিরিক্ত অভিবাসন ব্যয় এবং ব্যয় নির্বাহ করতে অপ্রাতিষ্ঠানিক উৎস থেকে ঋণ গ্রহণ ও ঋণের বোঝা। (512, 960, 1035, 976)
paragraph: আন্তর্জাতিক অভিবাসী দিবস এবং জাতীয় প্রবাসী দিবস ২০২৪ সফল হোক। (37, 1477, 301, 1488)
challenges-list (512, 942, 1035, 1069)
role-title: Chief of Mission (1445, 1791, 1516, 1802)
paragraph: দিবস দু'টি উদযাপন উপলক্ষ্যে প্রবাসে অবস্থানরত বাংলাদেশ মিশনগুলোতে বিভিন্ন আয়োজনের মাধ্যমে প্রবাসী বাংলাদেশিদের সহযোগিতা করে যাওয়ার প্রয়োজন নিয়ে সম্মানের সম্ভাবনা প্রশংসনীয় উদ্যোগ। (37, 718, 478, 744)
article-title (512, 265, 1035, 333)
dfp-code: ডিএফপি নং- ১০, তারিখ: ১৭-১২-২০২৪ খ্রি. (18, 2360, 286, 2377)
role-sub-1: প্রবাসী কল্যাণ ও বৈদেশিক কর্মসংস্থান মন্ত্রণালয় (331, 1116, 470, 1142)
signature (1421, 2296, 1504, 2325)
paragraph: প্রবাসী কল্যাণ ও বৈদেশিক কর্মসংস্থান মন্ত্রণালয় কর্তৃক প্রতিবছরের ন্যায় এবারও আন্তর্জাতিক অভিবাসী দিবস ও জাতীয় প্রবাসী দিবস ২০২৪ উদযাপনের উদ্যোগকে আমি স্বাগত জানাই। এ উপলক্ষ্যে আমি বিশ্বের বিভিন্ন প্রান্তে বসবাসরত অভিবাসী বাংলাদেশি ও তাঁদের পরিবারের সদস্যদের আন্তরিক শুভেচ্ছা ও অভিনন্দন জানাচ্ছি। (37, 474, 478, 515)
adviser-role (237, 1787, 356, 1830)
paragraph: জুলাই-আগস্ট ২০২৪ এর সংঘটিত বৈষম্যবিরোধী ছাত্র-জনতার গণ-অভ্যুত্থান পরবর্তী অন্তর্বর্তীকালীন সরকার প্রবাসীদের প্রত্যাশা পূরণ এবং বৈষম্যহীন বাংলাদেশ বিনির্মাণের লক্ষ্যে সরকার কর্তৃক গৃহীত বৃহত্তর সংস্কার পরিকল্পনার অংশ হিসেবে অভিবাসন উন্নয়ন, শ্রম কূটনীতিক তৎপরতা, প্রবাসী বাংলাদেশিদের সেবা প্রদানে দূতাবাসসমূহের সক্ষমতা বৃদ্ধিতে মনোযোগ দিয়েছে। বিশ্বের বিভিন্ন দেশে বাংলাদেশ দূতাবাসসমূহ প্রবাসী কল্যাণে বিশেষ ভূমিকা পালন করছে। (1073, 1298, 1513, 1356)
